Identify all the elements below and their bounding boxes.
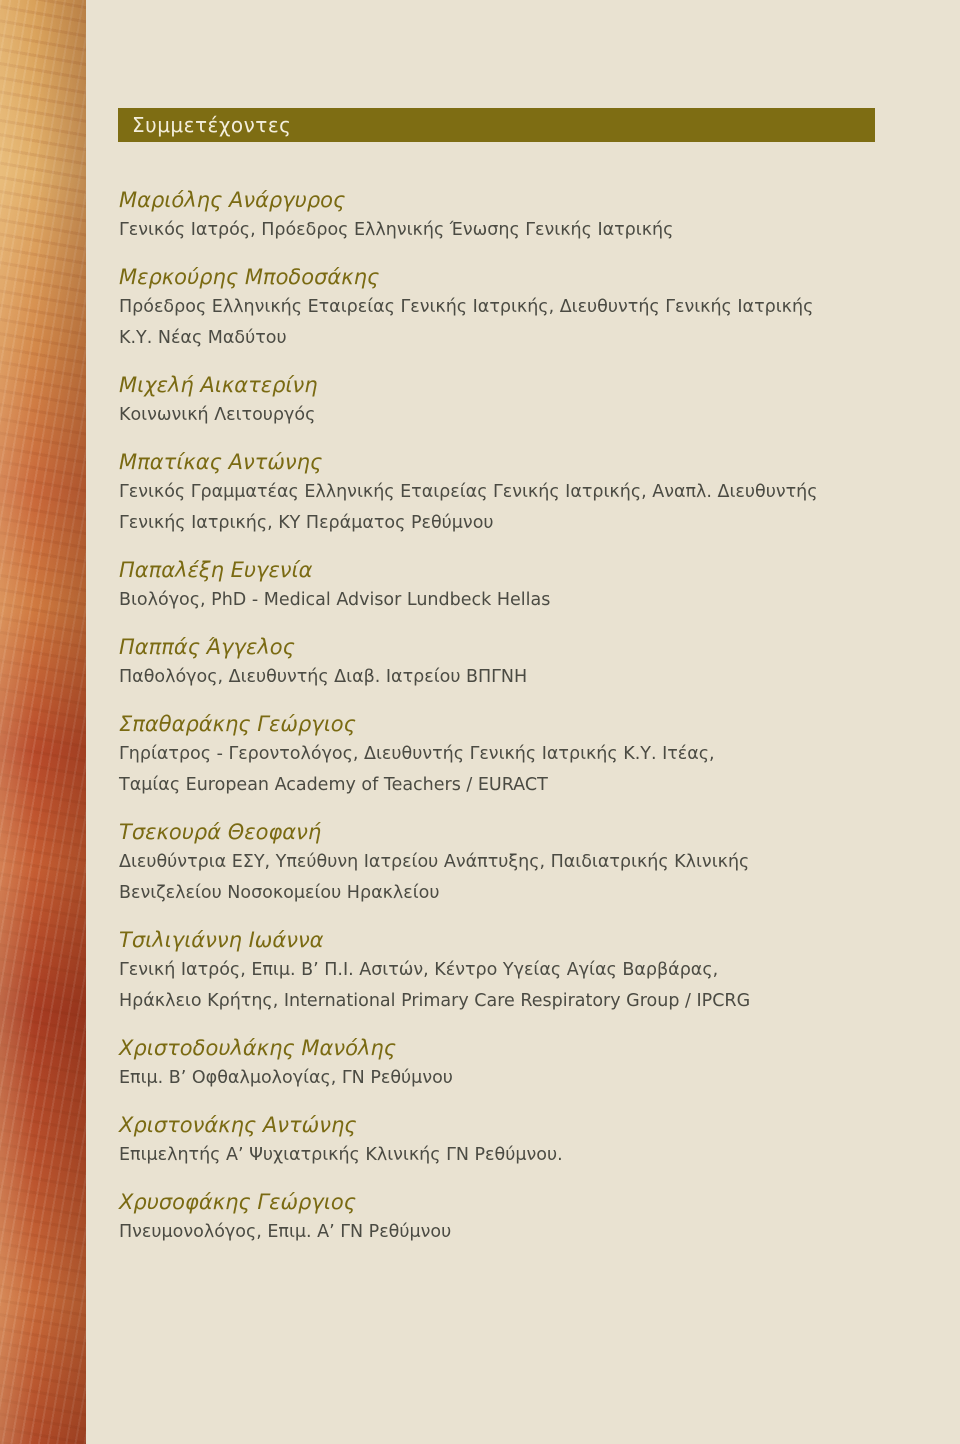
section-title: Συμμετέχοντες <box>132 113 292 137</box>
participant-role: Κ.Υ. Νέας Μαδύτου <box>119 328 287 348</box>
decorative-side-artwork <box>0 0 86 1444</box>
participant-entry <box>119 925 909 1017</box>
participants-list <box>119 185 909 1264</box>
participant-role: Βενιζελείου Νοσοκομείου Ηρακλείου <box>119 883 440 903</box>
participant-name: Σπαθαράκης Γεώργιος <box>119 712 356 736</box>
participant-name: Τσιλιγιάννη Ιωάννα <box>119 928 324 952</box>
participant-entry <box>119 555 909 616</box>
participant-name: Μπατίκας Αντώνης <box>119 450 323 474</box>
participant-role: Πνευμονολόγος, Επιμ. Α’ ΓΝ Ρεθύμνου <box>119 1222 452 1242</box>
participant-role: Παθολόγος, Διευθυντής Διαβ. Ιατρείου ΒΠΓΝΗ <box>119 667 528 687</box>
participant-role: Ηράκλειο Κρήτης, International Primary Care Respiratory Group / IPCRG <box>119 991 751 1011</box>
participant-entry <box>119 1033 909 1094</box>
participant-role: Βιολόγος, PhD - Medical Advisor Lundbeck Hellas <box>119 590 551 610</box>
participant-name: Μερκούρης Μποδοσάκης <box>119 265 380 289</box>
section-header-bar <box>118 108 875 142</box>
participant-name: Χριστονάκης Αντώνης <box>119 1113 357 1137</box>
participant-name: Μιχελή Αικατερίνη <box>119 373 318 397</box>
participant-role: Ταμίας European Academy of Teachers / EURACT <box>119 775 548 795</box>
participant-role: Γενική Ιατρός, Επιμ. Β’ Π.Ι. Ασιτών, Κέντρο Υγείας Αγίας Βαρβάρας, <box>119 960 719 980</box>
participant-role: Διευθύντρια ΕΣΥ, Υπεύθυνη Ιατρείου Ανάπτυξης, Παιδιατρικής Κλινικής <box>119 852 750 872</box>
participant-name: Χριστοδουλάκης Μανόλης <box>119 1036 397 1060</box>
participant-entry <box>119 447 909 539</box>
participant-entry <box>119 709 909 801</box>
participant-entry <box>119 370 909 431</box>
participant-role: Γενικής Ιατρικής, ΚΥ Περάματος Ρεθύμνου <box>119 513 494 533</box>
participant-name: Τσεκουρά Θεοφανή <box>119 820 322 844</box>
participant-role: Επιμελητής Α’ Ψυχιατρικής Κλινικής ΓΝ Ρεθύμνου. <box>119 1145 563 1165</box>
participant-entry <box>119 185 909 246</box>
participant-entry <box>119 1187 909 1248</box>
participant-entry <box>119 817 909 909</box>
participant-role: Γενικός Ιατρός, Πρόεδρος Ελληνικής Ένωσης Γενικής Ιατρικής <box>119 220 674 240</box>
participant-entry <box>119 632 909 693</box>
participant-entry <box>119 1110 909 1171</box>
participant-role: Γηρίατρος - Γεροντολόγος, Διευθυντής Γενικής Ιατρικής Κ.Υ. Ιτέας, <box>119 744 715 764</box>
participant-name: Παππάς Άγγελος <box>119 635 295 659</box>
participant-name: Μαριόλης Ανάργυρος <box>119 188 346 212</box>
participant-name: Παπαλέξη Ευγενία <box>119 558 313 582</box>
participant-role: Κοινωνική Λειτουργός <box>119 405 316 425</box>
participant-entry <box>119 262 909 354</box>
participant-role: Πρόεδρος Ελληνικής Εταιρείας Γενικής Ιατρικής, Διευθυντής Γενικής Ιατρικής <box>119 297 814 317</box>
participant-name: Χρυσοφάκης Γεώργιος <box>119 1190 357 1214</box>
participant-role: Γενικός Γραμματέας Ελληνικής Εταιρείας Γενικής Ιατρικής, Αναπλ. Διευθυντής <box>119 482 818 502</box>
participant-role: Επιμ. Β’ Οφθαλμολογίας, ΓΝ Ρεθύμνου <box>119 1068 453 1088</box>
